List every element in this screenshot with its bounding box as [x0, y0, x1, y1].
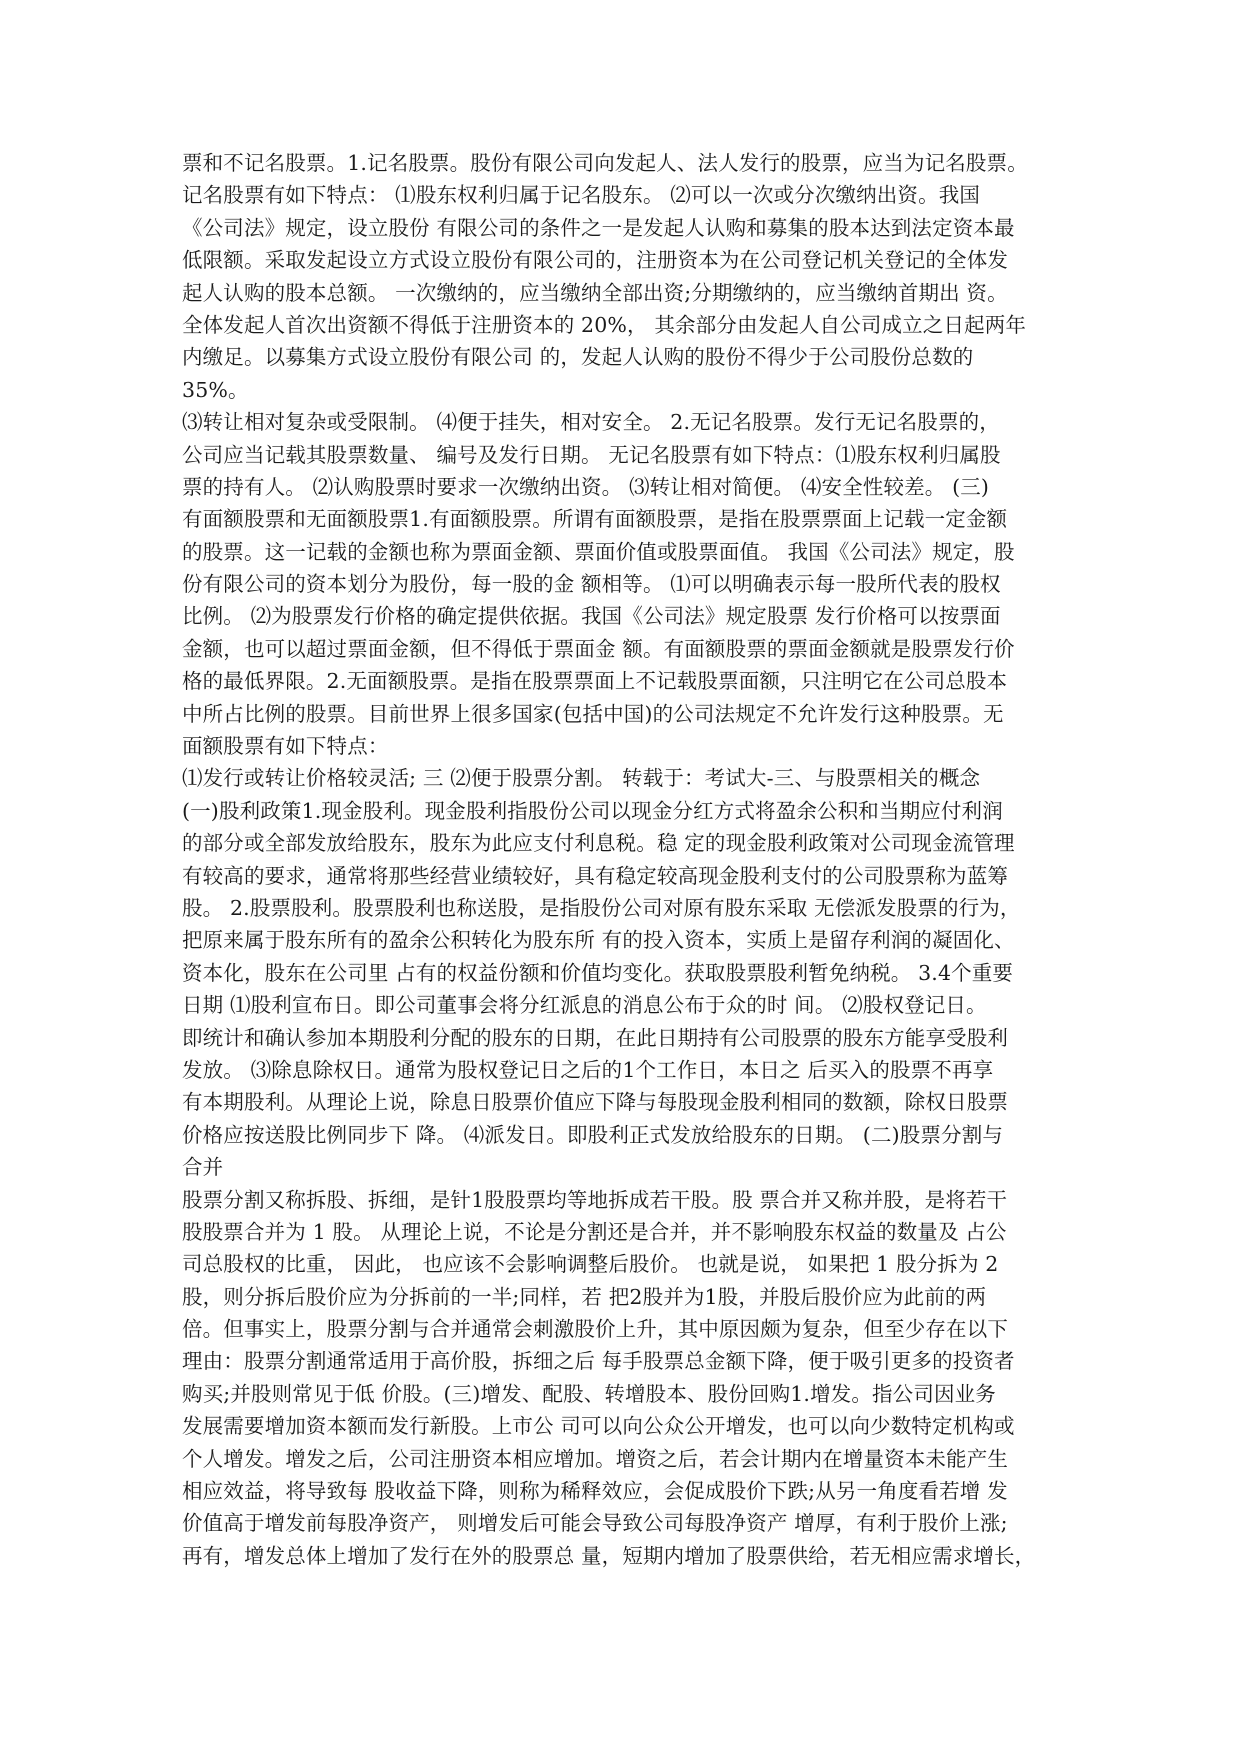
text-line: 的股票。这一记载的金额也称为票面金额、票面价值或股票面值。 我国《公司法》规定，股 [182, 539, 1015, 564]
text-line: 购买;并股则常见于低 价股。(三)增发、配股、转增股本、股份回购1.增发。指公司因业务 [182, 1381, 996, 1406]
text-line: (一)股利政策1.现金股利。现金股利指股份公司以现金分红方式将盈余公积和当期应付利润 [182, 798, 1003, 823]
text-line: 比例。 ⑵为股票发行价格的确定提供依据。我国《公司法》规定股票 发行价格可以按票面 [182, 604, 1001, 629]
text-line: 司总股权的比重， 因此， 也应该不会影响调整后股价。 也就是说， 如果把 1 股分拆为 2 [182, 1252, 999, 1277]
text-line: 有较高的要求，通常将那些经营业绩较好，具有稳定较高现金股利支付的公司股票称为蓝筹 [182, 863, 1008, 888]
text-line: 个人增发。增发之后，公司注册资本相应增加。增资之后，若会计期内在增量资本未能产生 [182, 1446, 1008, 1471]
text-line: 的部分或全部发放给股东，股东为此应支付利息税。稳 定的现金股利政策对公司现金流管理 [182, 831, 1015, 856]
text-line: 理由：股票分割通常适用于高价股，拆细之后 每手股票总金额下降，便于吸引更多的投资者 [182, 1349, 1015, 1374]
text-line: 资本化，股东在公司里 占有的权益份额和价值均变化。获取股票股利暂免纳税。 3.4个重要 [182, 960, 1014, 985]
text-line: 公司应当记载其股票数量、 编号及发行日期。 无记名股票有如下特点：⑴股东权利归属股 [182, 442, 1001, 467]
text-line: 股。 2.股票股利。股票股利也称送股，是指股份公司对原有股东采取 无偿派发股票的行为， [182, 895, 1021, 920]
text-line: 把原来属于股东所有的盈余公积转化为股东所 有的投入资本，实质上是留存利润的凝固化、 [182, 928, 1015, 953]
text-line: ⑶转让相对复杂或受限制。 ⑷便于挂失，相对安全。 2.无记名股票。发行无记名股票的， [182, 410, 1000, 435]
text-line: 倍。但事实上，股票分割与合并通常会刺激股价上升，其中原因颇为复杂，但至少存在以下 [182, 1317, 1008, 1342]
text-line: 即统计和确认参加本期股利分配的股东的日期，在此日期持有公司股票的股东方能享受股利 [182, 1025, 1008, 1050]
document-body-text [182, 147, 1062, 1572]
text-line: 票和不记名股票。1.记名股票。股份有限公司向发起人、法人发行的股票，应当为记名股票。 [182, 151, 1028, 175]
text-line: 发展需要增加资本额而发行新股。上市公 司可以向公众公开增发，也可以向少数特定机构或 [182, 1414, 1015, 1439]
text-line: 发放。 ⑶除息除权日。通常为股权登记日之后的1个工作日，本日之 后买入的股票不再享 [182, 1057, 994, 1082]
text-line: 日期 ⑴股利宣布日。即公司董事会将分红派息的消息公布于众的时 间。 ⑵股权登记日。 [182, 993, 987, 1018]
text-line: 份有限公司的资本划分为股份，每一股的金 额相等。 ⑴可以明确表示每一股所代表的股权 [182, 572, 1001, 597]
text-line: 中所占比例的股票。目前世界上很多国家(包括中国)的公司法规定不允许发行这种股票。无 [182, 701, 1004, 726]
text-line: 内缴足。以募集方式设立股份有限公司 的，发起人认购的股份不得少于公司股份总数的 [182, 345, 974, 370]
text-line: 记名股票有如下特点： ⑴股东权利归属于记名股东。 ⑵可以一次或分次缴纳出资。我国 [182, 183, 981, 208]
text-line: 金额，也可以超过票面金额，但不得低于票面金 额。有面额股票的票面金额就是股票发行价 [182, 636, 1015, 661]
text-line: 《公司法》规定，设立股份 有限公司的条件之一是发起人认购和募集的股本达到法定资本最 [182, 215, 1015, 240]
text-line: 面额股票有如下特点： [182, 734, 389, 759]
text-line: 股股票合并为 1 股。 从理论上说，不论是分割还是合并，并不影响股东权益的数量及 占公 [182, 1219, 1007, 1244]
text-line: 合并 [182, 1155, 224, 1180]
text-line: 价格应按送股比例同步下 降。 ⑷派发日。即股利正式发放给股东的日期。 (二)股票分割与 [182, 1122, 1003, 1147]
text-line: 有本期股利。从理论上说，除息日股票价值应下降与每股现金股利相同的数额，除权日股票 [182, 1090, 1008, 1115]
text-line: 股票分割又称拆股、拆细，是针1股股票均等地拆成若干股。股 票合并又称并股，是将若干 [182, 1187, 1008, 1212]
text-line: 全体发起人首次出资额不得低于注册资本的 20%， 其余部分由发起人自公司成立之日起两年 [182, 312, 1027, 337]
text-line: ⑴发行或转让价格较灵活; 三 ⑵便于股票分割。 转载于：考试大-三、与股票相关的概念 [182, 766, 981, 791]
text-line: 相应效益，将导致每 股收益下降，则称为稀释效应，会促成股价下跌;从另一角度看若增 发 [182, 1479, 1008, 1504]
text-line: 票的持有人。 ⑵认购股票时要求一次缴纳出资。 ⑶转让相对简便。 ⑷安全性较差。 (三) [182, 474, 990, 499]
text-line: 格的最低界限。2.无面额股票。是指在股票票面上不记载股票面额，只注明它在公司总股本 [182, 669, 1008, 694]
text-line: 再有，增发总体上增加了发行在外的股票总 量，短期内增加了股票供给，若无相应需求增长， [182, 1543, 1036, 1568]
text-line: 有面额股票和无面额股票1.有面额股票。所谓有面额股票，是指在股票票面上记载一定金额 [182, 507, 1008, 532]
text-line: 起人认购的股本总额。 一次缴纳的，应当缴纳全部出资;分期缴纳的，应当缴纳首期出 资。 [182, 280, 1008, 305]
text-line: 低限额。采取发起设立方式设立股份有限公司的，注册资本为在公司登记机关登记的全体发 [182, 248, 1008, 273]
text-line: 价值高于增发前每股净资产， 则增发后可能会导致公司每股净资产 增厚，有利于股价上涨; [182, 1511, 1008, 1536]
text-line: 35%。 [182, 377, 249, 402]
text-line: 股，则分拆后股价应为分拆前的一半;同样，若 把2股并为1股，并股后股价应为此前的两 [182, 1284, 987, 1309]
